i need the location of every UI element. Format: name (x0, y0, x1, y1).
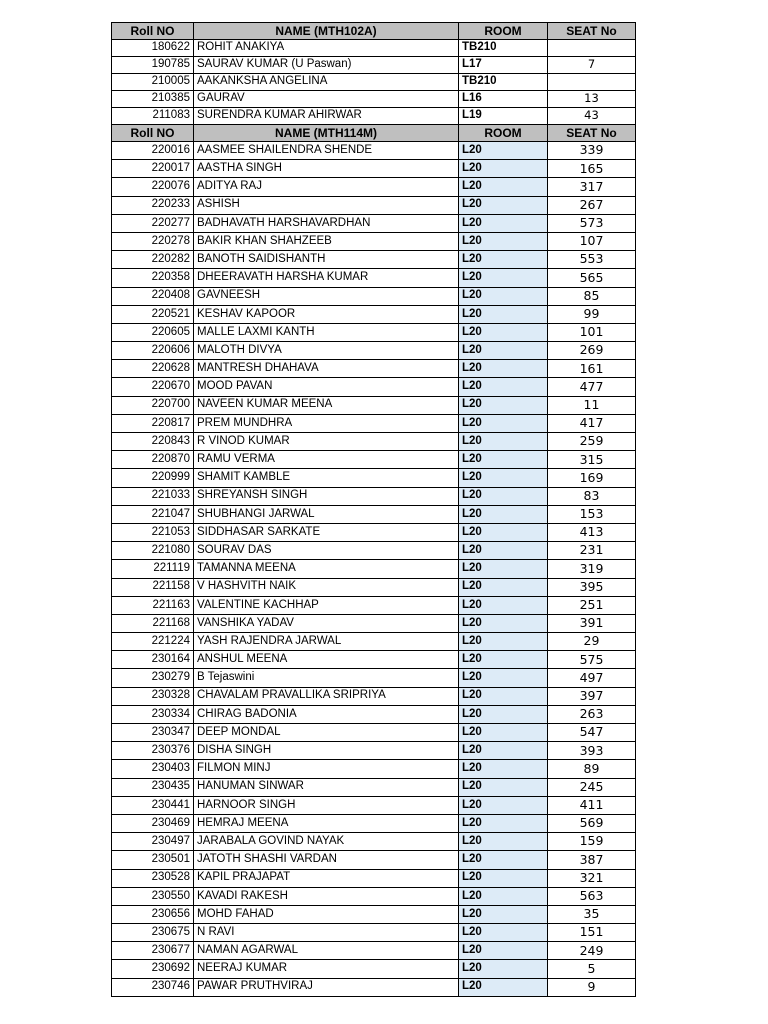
seat-no-cell: 99 (548, 305, 636, 323)
room-cell: L20 (459, 469, 548, 487)
roll-no-cell: 220521 (112, 305, 194, 323)
room-cell: L20 (459, 851, 548, 869)
table-row (112, 560, 636, 578)
seat-no-cell: 263 (548, 705, 636, 723)
room-cell: L20 (459, 869, 548, 887)
roll-no-cell: 220670 (112, 378, 194, 396)
table-row (112, 57, 636, 74)
room-cell: L20 (459, 396, 548, 414)
room-cell: L20 (459, 960, 548, 978)
roll-no-cell: 230164 (112, 651, 194, 669)
name-cell: BADHAVATH HARSHAVARDHAN (194, 214, 459, 232)
table-row (112, 542, 636, 560)
room-cell: L20 (459, 342, 548, 360)
roll-no-cell: 220628 (112, 360, 194, 378)
name-cell: VALENTINE KACHHAP (194, 596, 459, 614)
room-cell: L20 (459, 614, 548, 632)
seat-no-cell: 417 (548, 414, 636, 432)
room-cell: L20 (459, 378, 548, 396)
room-cell: L20 (459, 778, 548, 796)
name-cell: AAKANKSHA ANGELINA (194, 74, 459, 91)
roll-no-cell: 230403 (112, 760, 194, 778)
room-cell: L20 (459, 905, 548, 923)
table-row (112, 814, 636, 832)
table-row (112, 360, 636, 378)
table-row (112, 778, 636, 796)
roll-no-cell: 230746 (112, 978, 194, 996)
roll-no-cell: 210005 (112, 74, 194, 91)
room-cell: L20 (459, 578, 548, 596)
table-row (112, 196, 636, 214)
name-cell: CHAVALAM PRAVALLIKA SRIPRIYA (194, 687, 459, 705)
table-row (112, 451, 636, 469)
seating-sheet (111, 22, 635, 997)
roll-no-cell: 220282 (112, 251, 194, 269)
room-cell: L20 (459, 651, 548, 669)
table-row (112, 74, 636, 91)
table-row (112, 305, 636, 323)
roll-no-cell: 230692 (112, 960, 194, 978)
table-row (112, 160, 636, 178)
header-roll: Roll NO (112, 125, 194, 142)
room-cell: L20 (459, 487, 548, 505)
table-row (112, 487, 636, 505)
room-cell: L20 (459, 796, 548, 814)
table-row (112, 251, 636, 269)
name-cell: PREM MUNDHRA (194, 414, 459, 432)
name-cell: RAMU VERMA (194, 451, 459, 469)
roll-no-cell: 221033 (112, 487, 194, 505)
seat-no-cell: 267 (548, 196, 636, 214)
name-cell: VANSHIKA YADAV (194, 614, 459, 632)
room-cell: L20 (459, 833, 548, 851)
table-row (112, 760, 636, 778)
table-row (112, 724, 636, 742)
header-roll: Roll NO (112, 23, 194, 40)
table-row (112, 108, 636, 125)
seat-no-cell: 169 (548, 469, 636, 487)
name-cell: HEMRAJ MEENA (194, 814, 459, 832)
room-cell: L20 (459, 451, 548, 469)
seat-no-cell: 83 (548, 487, 636, 505)
roll-no-cell: 230675 (112, 924, 194, 942)
roll-no-cell: 221047 (112, 505, 194, 523)
room-cell: L20 (459, 305, 548, 323)
seat-no-cell: 553 (548, 251, 636, 269)
header-seat: SEAT No (548, 125, 636, 142)
room-cell: L20 (459, 523, 548, 541)
table-row (112, 669, 636, 687)
seat-no-cell: 575 (548, 651, 636, 669)
roll-no-cell: 230334 (112, 705, 194, 723)
header-name: NAME (MTH102A) (194, 23, 459, 40)
name-cell: KAPIL PRAJAPAT (194, 869, 459, 887)
name-cell: V HASHVITH NAIK (194, 578, 459, 596)
room-cell: L20 (459, 742, 548, 760)
seating-table (111, 22, 636, 997)
header-room: ROOM (459, 125, 548, 142)
room-cell: L20 (459, 251, 548, 269)
seat-no-cell: 397 (548, 687, 636, 705)
roll-no-cell: 230279 (112, 669, 194, 687)
name-cell: HARNOOR SINGH (194, 796, 459, 814)
roll-no-cell: 220606 (112, 342, 194, 360)
seat-no-cell: 11 (548, 396, 636, 414)
roll-no-cell: 221080 (112, 542, 194, 560)
room-cell: L20 (459, 414, 548, 432)
seat-no-cell: 35 (548, 905, 636, 923)
roll-no-cell: 220076 (112, 178, 194, 196)
table-row (112, 596, 636, 614)
roll-no-cell: 220700 (112, 396, 194, 414)
seat-no-cell: 569 (548, 814, 636, 832)
name-cell: GAURAV (194, 91, 459, 108)
table-row (112, 40, 636, 57)
seat-no-cell: 89 (548, 760, 636, 778)
name-cell: FILMON MINJ (194, 760, 459, 778)
seat-no-cell: 413 (548, 523, 636, 541)
table-row (112, 578, 636, 596)
roll-no-cell: 220233 (112, 196, 194, 214)
seat-no-cell: 251 (548, 596, 636, 614)
seat-no-cell: 9 (548, 978, 636, 996)
seat-no-cell: 259 (548, 433, 636, 451)
table-row (112, 633, 636, 651)
name-cell: GAVNEESH (194, 287, 459, 305)
table-row (112, 742, 636, 760)
name-cell: MOOD PAVAN (194, 378, 459, 396)
table-row (112, 887, 636, 905)
room-cell: L20 (459, 633, 548, 651)
seat-no-cell: 573 (548, 214, 636, 232)
table-row (112, 232, 636, 250)
room-cell: L20 (459, 505, 548, 523)
seat-no-cell: 107 (548, 232, 636, 250)
table-row (112, 323, 636, 341)
roll-no-cell: 221158 (112, 578, 194, 596)
room-cell: L20 (459, 542, 548, 560)
seat-no-cell: 317 (548, 178, 636, 196)
seat-no-cell: 249 (548, 942, 636, 960)
table-row (112, 705, 636, 723)
roll-no-cell: 230328 (112, 687, 194, 705)
name-cell: NAVEEN KUMAR MEENA (194, 396, 459, 414)
table-row (112, 178, 636, 196)
seat-no-cell: 29 (548, 633, 636, 651)
name-cell: DEEP MONDAL (194, 724, 459, 742)
roll-no-cell: 221119 (112, 560, 194, 578)
seat-no-cell: 153 (548, 505, 636, 523)
name-cell: SIDDHASAR SARKATE (194, 523, 459, 541)
room-cell: L20 (459, 269, 548, 287)
roll-no-cell: 220605 (112, 323, 194, 341)
roll-no-cell: 230347 (112, 724, 194, 742)
name-cell: AASTHA SINGH (194, 160, 459, 178)
room-cell: L20 (459, 560, 548, 578)
table-row (112, 378, 636, 396)
header-name: NAME (MTH114M) (194, 125, 459, 142)
seat-no-cell: 13 (548, 91, 636, 108)
name-cell: SHAMIT KAMBLE (194, 469, 459, 487)
seat-no-cell: 85 (548, 287, 636, 305)
room-cell: L20 (459, 196, 548, 214)
roll-no-cell: 220277 (112, 214, 194, 232)
name-cell: NEERAJ KUMAR (194, 960, 459, 978)
name-cell: N RAVI (194, 924, 459, 942)
seat-no-cell: 497 (548, 669, 636, 687)
seat-no-cell: 321 (548, 869, 636, 887)
room-cell: L20 (459, 142, 548, 160)
room-cell: L20 (459, 978, 548, 996)
table-row (112, 978, 636, 996)
name-cell: HANUMAN SINWAR (194, 778, 459, 796)
table-row (112, 523, 636, 541)
room-cell: L16 (459, 91, 548, 108)
seat-no-cell: 565 (548, 269, 636, 287)
name-cell: JARABALA GOVIND NAYAK (194, 833, 459, 851)
seat-no-cell: 159 (548, 833, 636, 851)
seat-no-cell: 151 (548, 924, 636, 942)
name-cell: R VINOD KUMAR (194, 433, 459, 451)
seat-no-cell: 563 (548, 887, 636, 905)
room-cell: L20 (459, 760, 548, 778)
roll-no-cell: 230376 (112, 742, 194, 760)
header-row-mth114m (112, 125, 636, 142)
roll-no-cell: 220817 (112, 414, 194, 432)
seat-no-cell: 231 (548, 542, 636, 560)
roll-no-cell: 220017 (112, 160, 194, 178)
name-cell: SOURAV DAS (194, 542, 459, 560)
room-cell: L20 (459, 287, 548, 305)
room-cell: L19 (459, 108, 548, 125)
name-cell: SHUBHANGI JARWAL (194, 505, 459, 523)
name-cell: DHEERAVATH HARSHA KUMAR (194, 269, 459, 287)
name-cell: KESHAV KAPOOR (194, 305, 459, 323)
table-row (112, 942, 636, 960)
room-cell: L20 (459, 160, 548, 178)
name-cell: MANTRESH DHAHAVA (194, 360, 459, 378)
seat-no-cell (548, 74, 636, 91)
room-cell: TB210 (459, 74, 548, 91)
seat-no-cell: 319 (548, 560, 636, 578)
room-cell: L20 (459, 178, 548, 196)
roll-no-cell: 221224 (112, 633, 194, 651)
room-cell: L20 (459, 433, 548, 451)
table-row (112, 796, 636, 814)
roll-no-cell: 220278 (112, 232, 194, 250)
name-cell: BANOTH SAIDISHANTH (194, 251, 459, 269)
table-row (112, 342, 636, 360)
name-cell: YASH RAJENDRA JARWAL (194, 633, 459, 651)
roll-no-cell: 230656 (112, 905, 194, 923)
roll-no-cell: 220358 (112, 269, 194, 287)
seat-no-cell: 391 (548, 614, 636, 632)
roll-no-cell: 220408 (112, 287, 194, 305)
table-row (112, 960, 636, 978)
name-cell: SURENDRA KUMAR AHIRWAR (194, 108, 459, 125)
roll-no-cell: 221168 (112, 614, 194, 632)
name-cell: MOHD FAHAD (194, 905, 459, 923)
table-row (112, 142, 636, 160)
roll-no-cell: 230497 (112, 833, 194, 851)
room-cell: L20 (459, 687, 548, 705)
roll-no-cell: 220016 (112, 142, 194, 160)
header-seat: SEAT No (548, 23, 636, 40)
seat-no-cell: 101 (548, 323, 636, 341)
room-cell: L17 (459, 57, 548, 74)
seat-no-cell: 395 (548, 578, 636, 596)
seat-no-cell: 411 (548, 796, 636, 814)
roll-no-cell: 210385 (112, 91, 194, 108)
roll-no-cell: 211083 (112, 108, 194, 125)
seat-no-cell: 161 (548, 360, 636, 378)
table-row (112, 469, 636, 487)
roll-no-cell: 230501 (112, 851, 194, 869)
room-cell: L20 (459, 814, 548, 832)
name-cell: AASMEE SHAILENDRA SHENDE (194, 142, 459, 160)
table-row (112, 433, 636, 451)
room-cell: L20 (459, 942, 548, 960)
name-cell: NAMAN AGARWAL (194, 942, 459, 960)
seat-no-cell: 339 (548, 142, 636, 160)
roll-no-cell: 220999 (112, 469, 194, 487)
name-cell: TAMANNA MEENA (194, 560, 459, 578)
roll-no-cell: 221053 (112, 523, 194, 541)
name-cell: MALLE LAXMI KANTH (194, 323, 459, 341)
name-cell: B Tejaswini (194, 669, 459, 687)
room-cell: L20 (459, 724, 548, 742)
name-cell: PAWAR PRUTHVIRAJ (194, 978, 459, 996)
table-row (112, 287, 636, 305)
room-cell: L20 (459, 214, 548, 232)
seat-no-cell: 477 (548, 378, 636, 396)
seat-no-cell: 165 (548, 160, 636, 178)
name-cell: ASHISH (194, 196, 459, 214)
name-cell: DISHA SINGH (194, 742, 459, 760)
seat-no-cell: 315 (548, 451, 636, 469)
roll-no-cell: 230528 (112, 869, 194, 887)
name-cell: JATOTH SHASHI VARDAN (194, 851, 459, 869)
table-row (112, 614, 636, 632)
seat-no-cell: 387 (548, 851, 636, 869)
table-row (112, 505, 636, 523)
room-cell: L20 (459, 705, 548, 723)
seat-no-cell: 245 (548, 778, 636, 796)
room-cell: L20 (459, 887, 548, 905)
name-cell: BAKIR KHAN SHAHZEEB (194, 232, 459, 250)
room-cell: L20 (459, 669, 548, 687)
room-cell: L20 (459, 360, 548, 378)
name-cell: ROHIT ANAKIYA (194, 40, 459, 57)
seat-no-cell: 43 (548, 108, 636, 125)
header-room: ROOM (459, 23, 548, 40)
roll-no-cell: 190785 (112, 57, 194, 74)
seat-no-cell (548, 40, 636, 57)
roll-no-cell: 221163 (112, 596, 194, 614)
roll-no-cell: 230435 (112, 778, 194, 796)
name-cell: KAVADI RAKESH (194, 887, 459, 905)
table-row (112, 396, 636, 414)
table-row (112, 269, 636, 287)
seat-no-cell: 5 (548, 960, 636, 978)
table-row (112, 214, 636, 232)
header-row-mth102a (112, 23, 636, 40)
name-cell: SAURAV KUMAR (U Paswan) (194, 57, 459, 74)
seat-no-cell: 7 (548, 57, 636, 74)
table-row (112, 924, 636, 942)
roll-no-cell: 230550 (112, 887, 194, 905)
room-cell: TB210 (459, 40, 548, 57)
seat-no-cell: 269 (548, 342, 636, 360)
seat-no-cell: 547 (548, 724, 636, 742)
seat-no-cell: 393 (548, 742, 636, 760)
table-row (112, 414, 636, 432)
table-row (112, 833, 636, 851)
room-cell: L20 (459, 232, 548, 250)
table-row (112, 687, 636, 705)
name-cell: MALOTH DIVYA (194, 342, 459, 360)
table-row (112, 905, 636, 923)
table-row (112, 91, 636, 108)
name-cell: SHREYANSH SINGH (194, 487, 459, 505)
name-cell: CHIRAG BADONIA (194, 705, 459, 723)
roll-no-cell: 230469 (112, 814, 194, 832)
roll-no-cell: 180622 (112, 40, 194, 57)
table-row (112, 651, 636, 669)
table-row (112, 851, 636, 869)
name-cell: ADITYA RAJ (194, 178, 459, 196)
room-cell: L20 (459, 924, 548, 942)
roll-no-cell: 220843 (112, 433, 194, 451)
roll-no-cell: 230677 (112, 942, 194, 960)
table-row (112, 869, 636, 887)
name-cell: ANSHUL MEENA (194, 651, 459, 669)
roll-no-cell: 230441 (112, 796, 194, 814)
room-cell: L20 (459, 323, 548, 341)
room-cell: L20 (459, 596, 548, 614)
roll-no-cell: 220870 (112, 451, 194, 469)
